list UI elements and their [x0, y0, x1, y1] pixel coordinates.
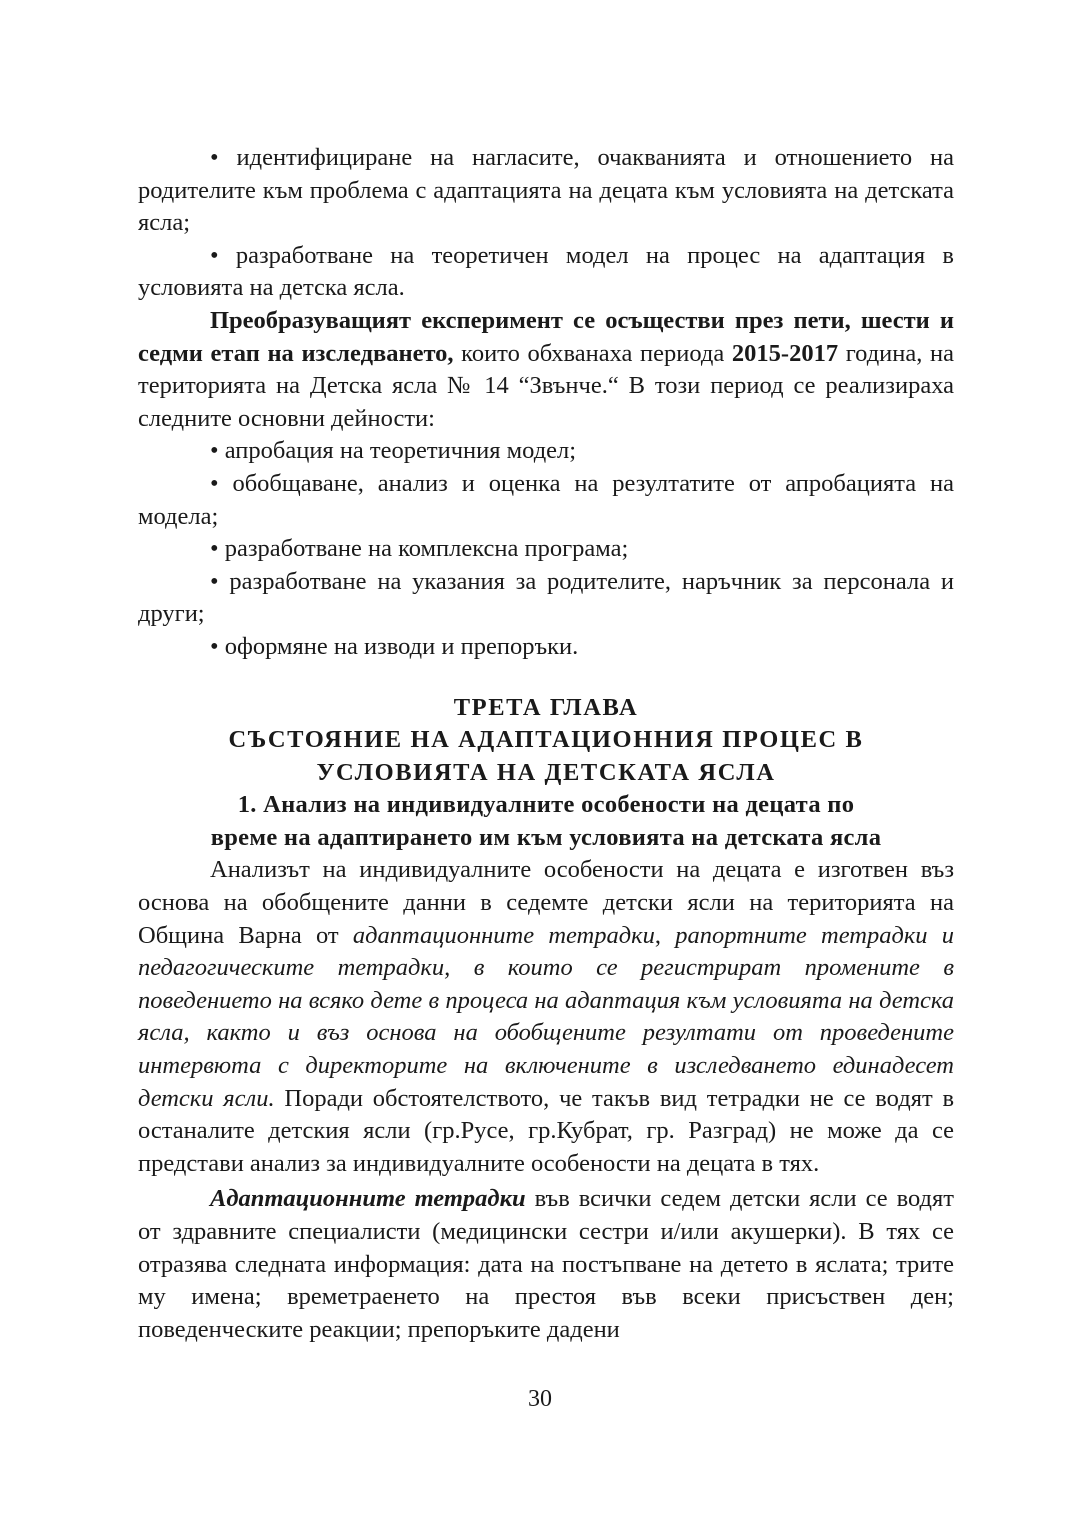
chapter-title: СЪСТОЯНИЕ НА АДАПТАЦИОННИЯ ПРОЦЕС В: [228, 726, 864, 754]
bullet-item: • разработване на теоретичен модел на процес на адаптация в условията на детска ясла.: [138, 241, 954, 302]
bullet-item: • разработване на комплексна програма;: [210, 535, 629, 563]
experiment-lead: Преобразуващият експеримент се осъществи през пети, шести и седми етап на изследването,: [138, 306, 954, 367]
experiment-text: които обхванаха периода: [453, 339, 732, 367]
notebooks-term: Адаптационните тетрадки: [210, 1185, 526, 1213]
analysis-text-2: Поради обстоятелството, че такъв вид тетрадки не се водят в останалите детския ясли (гр.Русе, гр.Кубрат, гр. Разград) не може да се представи анализ за индивидуалните особености на децата в тях.: [138, 1084, 955, 1177]
notebooks-paragraph: [138, 1183, 954, 1346]
section-title: 1. Анализ на индивидуалните особености на децата по: [237, 791, 855, 819]
chapter-number: ТРЕТА ГЛАВА: [453, 693, 639, 721]
experiment-text-2: година, на територията на Детска ясла № 14 “Звънче.“ В този период се реализираха следните основни дейности:: [138, 339, 955, 432]
notebooks-text: във всички седем детски ясли се водят от здравните специалисти (медицински сестри и/или акушерки). В тях се отразява следната информация: дата на постъпване на детето в яслата; трите му имена; времетраенето на престоя във всеки присъствен ден; поведенческите реакции; препоръките дадени: [138, 1185, 954, 1343]
page-body: [138, 142, 954, 1346]
analysis-italic-2: рапортните тетрадки и педагогическите тетрадки, в които се регистрират промените в поведението на всяко дете в процеса на адаптация към условията на детска ясла, както и въз основа на обобщените резултати от проведените интервюта с директорите на включените в изследването единадесет детски ясли.: [138, 921, 955, 1112]
bullet-item: • оформяне на изводи и препоръки.: [210, 632, 579, 660]
bullet-item: • обобщаване, анализ и оценка на резултатите от апробацията на модела;: [138, 469, 954, 530]
bullet-item: • апробация на теоретичния модел;: [210, 437, 577, 465]
analysis-italic: адаптационните тетрадки: [352, 921, 655, 949]
analysis-comma: ,: [654, 921, 676, 949]
experiment-years: 2015-2017: [731, 339, 839, 367]
bullet-item: • идентифициране на нагласите, очакванията и отношението на родителите към проблема с адаптацията на децата към условията на детската ясла;: [138, 144, 954, 237]
section-title-2: време на адаптирането им към условията на детската ясла: [210, 823, 882, 851]
page-number: 30: [528, 1386, 552, 1412]
analysis-paragraph: [138, 854, 954, 1180]
analysis-text: Анализът на индивидуалните особености на децата е изготвен въз основа на обобщените данни в седемте детски ясли на територията на Община Варна от: [138, 856, 954, 949]
chapter-title-2: УСЛОВИЯТА НА ДЕТСКАТА ЯСЛА: [316, 758, 776, 786]
experiment-paragraph: [138, 305, 954, 435]
bullet-item: • разработване на указания за родителите, наръчник за персонала и други;: [138, 567, 954, 628]
